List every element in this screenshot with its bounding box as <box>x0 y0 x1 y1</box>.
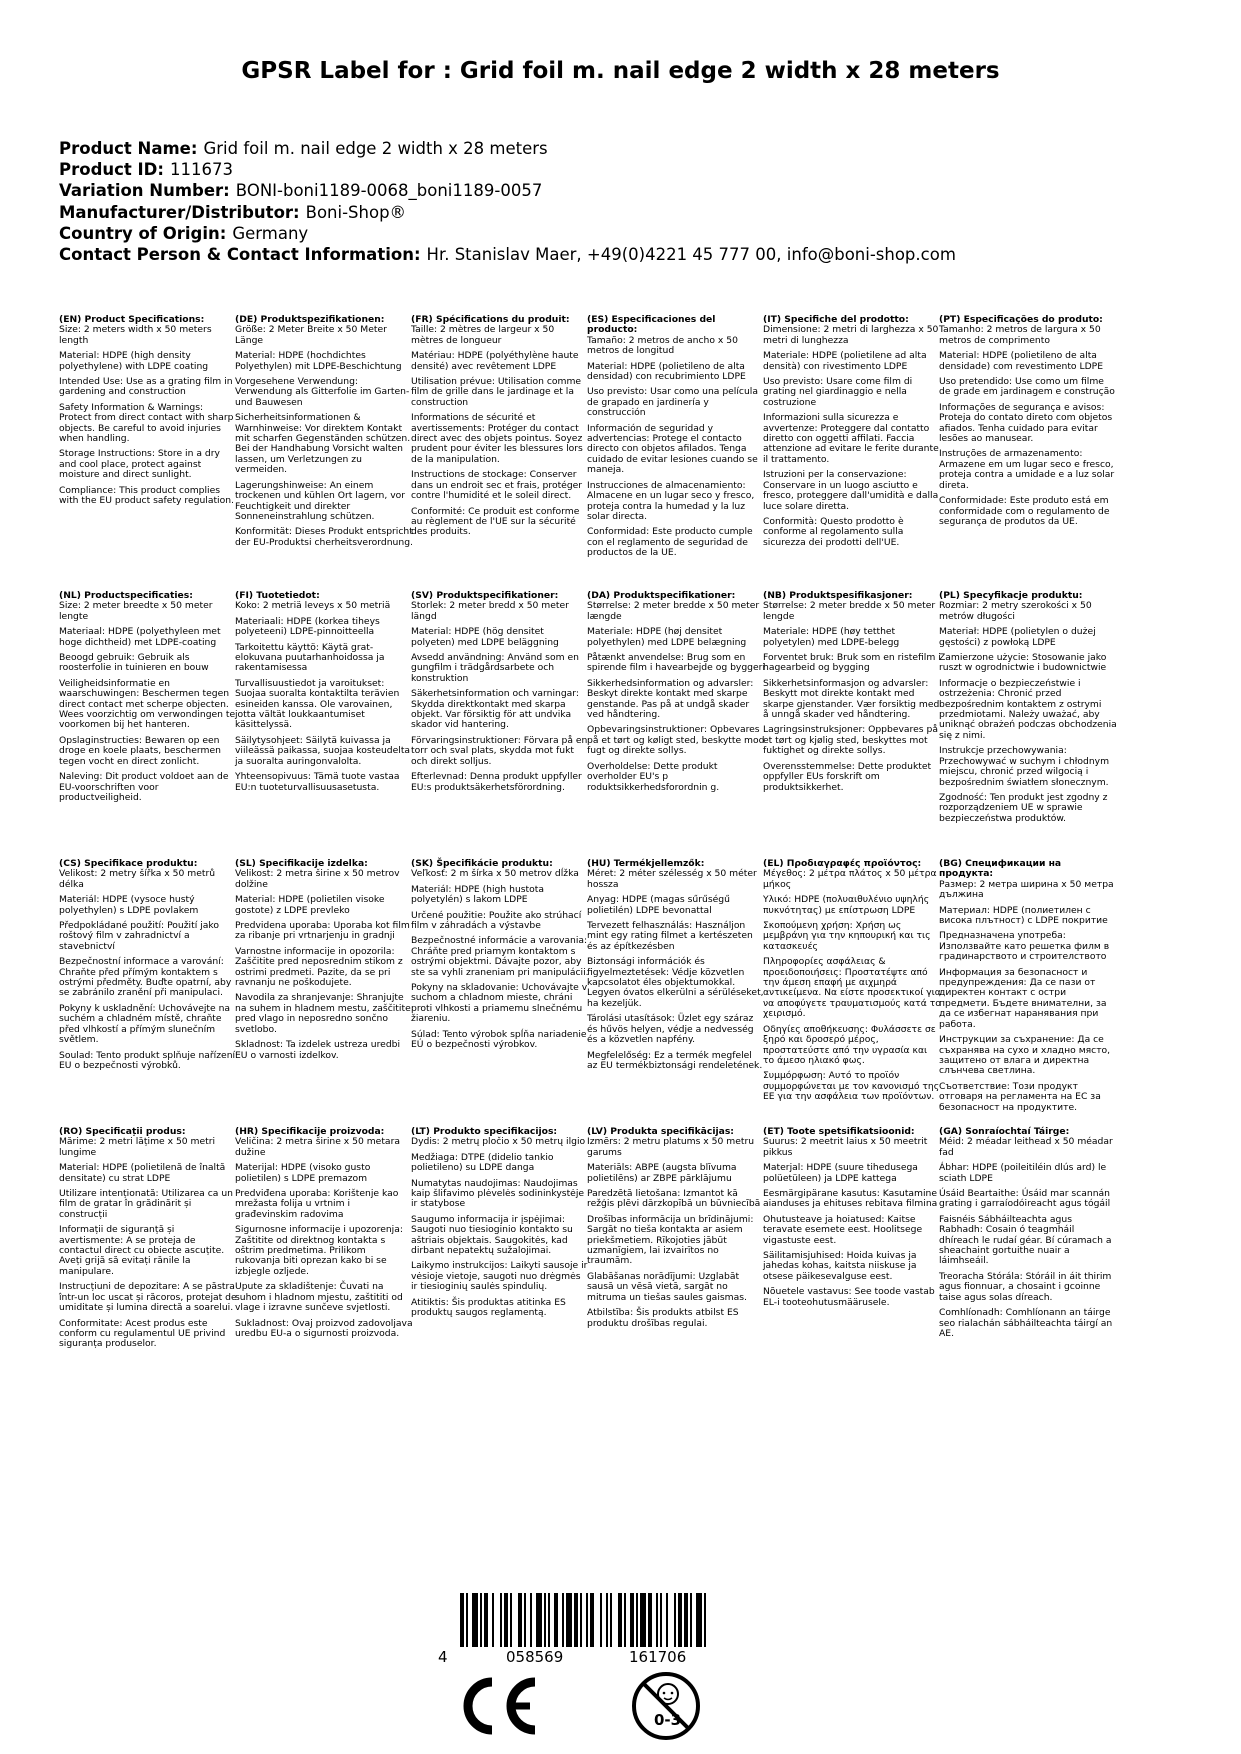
section-paragraph: Størrelse: 2 meter bredde x 50 meter lengde <box>763 600 936 622</box>
section-heading: (DA) Produktspecifikationer: <box>587 590 736 601</box>
section-heading: (RO) Specificații produs: <box>59 1126 186 1137</box>
section-paragraph: Dydis: 2 metrų pločio x 50 metrų ilgio <box>411 1136 586 1148</box>
section-heading: (PT) Especificações do produto: <box>939 314 1103 325</box>
section-paragraph: Zamierzone użycie: Stosowanie jako ruszt w ogrodnictwie i budownictwie <box>939 652 1107 674</box>
section-paragraph: Rozmiar: 2 metry szerokości x 50 metrów długości <box>939 600 1092 622</box>
section-paragraph: Méret: 2 méter szélesség x 50 méter hossza <box>587 868 757 890</box>
section-paragraph: Material: HDPE (hög densitet polyeten) med LDPE beläggning <box>411 626 559 648</box>
section-paragraph: Informações de segurança e avisos: Proteja do contato direto com objetos afiados. Tenha cuidado para evitar lesões ao manusear. <box>939 401 1113 445</box>
section-heading: (EN) Product Specifications: <box>59 314 205 325</box>
section-paragraph: Predvidena uporaba: Uporaba kot film za ribanje pri vrtnarjenju in gradnji <box>235 920 410 942</box>
section-paragraph: Overensstemmelse: Dette produktet oppfyller EUs forskrift om produktsikkerhet. <box>763 760 932 793</box>
language-section <box>411 1127 589 1324</box>
section-paragraph: Upute za skladištenje: Čuvati na suhom i hladnom mjestu, zaštititi od vlage i izravne sunčeve svjetlosti. <box>235 1281 403 1314</box>
section-paragraph: Материал: HDPE (полиетилен с висока плътност) с LDPE покритие <box>939 904 1108 927</box>
section-paragraph: Materjal: HDPE (suure tihedusega polüetüleen) ja LDPE kattega <box>763 1162 918 1184</box>
section-paragraph: Информация за безопасност и предупреждения: Да се пази от директен контакт с остри предмети. Бъдете внимателни, за да се избегнат наранявания при работа. <box>939 966 1107 1030</box>
section-paragraph: Sikkerhetsinformasjon og advarsler: Beskytt mot direkte kontakt med skarpe gjenstander. Vær forsiktig med å unngå skader ved håndtering. <box>763 677 940 721</box>
barcode-bar <box>636 1593 638 1647</box>
barcode-bar <box>580 1593 582 1647</box>
section-paragraph: Navodila za shranjevanje: Shranjujte na suhem in hladnem mestu, zaščitite pred vlago in neposredno sončno svetlobo. <box>235 992 411 1035</box>
section-paragraph: Súlad: Tento výrobok spĺňa nariadenie EÚ o bezpečnosti výrobkov. <box>411 1028 587 1051</box>
section-paragraph: Påtænkt anvendelse: Brug som en spirende film i havearbejde og byggeri <box>587 652 765 674</box>
section-paragraph: Veľkosť: 2 m šírka x 50 metrov dĺžka <box>411 868 579 880</box>
section-paragraph: Materiál: HDPE (high hustota polyetylén) s lakom LDPE <box>411 883 545 906</box>
section-paragraph: Varnostne informacije in opozorila: Zaščitite pred neposrednim stikom z ostrimi predmeti. Pazite, da se pri ravnanju ne poškodujete. <box>235 945 403 989</box>
section-heading: (SV) Produktspecifikationer: <box>411 590 559 601</box>
section-paragraph: Materiale: HDPE (høy tetthet polyetylen) med LDPE-belegg <box>763 626 900 648</box>
section-heading: (NB) Produktspesifikasjoner: <box>763 590 913 601</box>
barcode-bar <box>606 1593 608 1647</box>
section-paragraph: Overholdelse: Dette produkt overholder EU's p roduktsikkerhedsforordnin g. <box>587 760 720 793</box>
section-paragraph: Veiligheidsinformatie en waarschuwingen: Beschermen tegen direct contact met scherpe objecten. Wees voorzichtig om verwondingen te voorkomen bij het hanteren. <box>59 677 236 731</box>
barcode-bar <box>500 1593 502 1647</box>
section-heading: (LV) Produkta specifikācijas: <box>587 1126 734 1137</box>
variation-number-label: Variation Number: <box>59 181 230 201</box>
language-section <box>763 315 941 553</box>
barcode-bar <box>660 1593 662 1647</box>
section-paragraph: Sukladnost: Ovaj proizvod zadovoljava uredbu EU-a o sigurnosti proizvoda. <box>235 1317 413 1339</box>
section-paragraph: Materiale: HDPE (polietilene ad alta densità) con rivestimento LDPE <box>763 350 927 372</box>
age-range-text: 0-3 <box>654 1711 682 1729</box>
section-paragraph: Úsáid Beartaithe: Úsáid mar scannán grating i garraíodóireacht agus tógáil <box>939 1188 1111 1210</box>
section-paragraph: Určené použitie: Použite ako strúhací film v záhradách a výstavbe <box>411 909 582 932</box>
section-paragraph: Zgodność: Ten produkt jest zgodny z rozporządzeniem UE w sprawie bezpieczeństwa produktów. <box>939 791 1108 824</box>
section-paragraph: Инструкции за съхранение: Да се съхранява на сухо и хладно място, защитено от влага и директна слънчева светлина. <box>939 1034 1111 1077</box>
section-heading: (FR) Spécifications du produit: <box>411 314 570 325</box>
language-section <box>411 859 589 1056</box>
language-section <box>587 859 765 1076</box>
country-value: Germany <box>232 223 309 243</box>
section-paragraph: Opslaginstructies: Bewaren op een droge en koele plaats, beschermen tegen vocht en direct zonlicht. <box>59 734 221 767</box>
section-paragraph: Soulad: Tento produkt splňuje nařízení EU o bezpečnosti výrobků. <box>59 1049 236 1071</box>
barcode-bar <box>624 1593 626 1647</box>
section-paragraph: Eesmärgipärane kasutus: Kasutamine aianduses ja ehituses rebitava filmina <box>763 1188 938 1210</box>
section-paragraph: Atitiktis: Šis produktas atitinka ES produktų saugos reglamentą. <box>411 1296 566 1319</box>
section-paragraph: Material: HDPE (hochdichtes Polyethylen) mit LDPE-Beschichtung <box>235 350 402 372</box>
section-paragraph: Lagringsinstruksjoner: Oppbevares på et tørt og kjølig sted, beskyttes mot fuktighet og direkte sollys. <box>763 724 938 757</box>
section-heading: (ET) Toote spetsifikatsioonid: <box>763 1126 915 1137</box>
section-paragraph: Tárolási utasítások: Üzlet egy száraz és hűvös helyen, védje a nedvesség és a közvetlen napfény. <box>587 1013 754 1046</box>
language-section <box>59 591 237 808</box>
barcode-bar <box>696 1593 702 1647</box>
product-info <box>59 138 956 265</box>
section-paragraph: Biztonsági információk és figyelmeztetések: Védje közvetlen kapcsolatot éles objektumokkal. Legyen óvatos elkerülni a sérüléseket, ha kezeljük. <box>587 956 764 1009</box>
section-paragraph: Utilisation prévue: Utilisation comme film de grille dans le jardinage et la construction <box>411 376 582 408</box>
section-paragraph: Instruções de armazenamento: Armazene em um lugar seco e fresco, proteja contra a umidade e a luz solar direta. <box>939 448 1115 491</box>
barcode <box>438 1593 720 1671</box>
section-paragraph: Material: HDPE (high density polyethylene) with LDPE coating <box>59 350 209 372</box>
section-paragraph: Material: HDPE (polietilenă de înaltă densitate) cu strat LDPE <box>59 1162 226 1184</box>
barcode-bar <box>586 1593 588 1647</box>
barcode-bar <box>492 1593 494 1647</box>
language-section <box>763 1127 941 1313</box>
section-heading: (IT) Specifiche del prodotto: <box>763 314 909 325</box>
section-paragraph: Uso previsto: Usar como una película de grapado en jardinería y construcción <box>587 386 758 419</box>
barcode-bar <box>530 1593 532 1647</box>
section-paragraph: Conformidade: Este produto está em conformidade com o regulamento de segurança de produtos da UE. <box>939 495 1110 527</box>
section-paragraph: Avsedd användning: Använd som en gungfilm i trädgårdsarbete och konstruktion <box>411 652 579 684</box>
section-heading: (GA) Sonraíochtaí Táirge: <box>939 1126 1070 1137</box>
language-section <box>587 1127 765 1334</box>
section-paragraph: Размер: 2 метра ширина x 50 метра дължина <box>939 878 1114 901</box>
section-paragraph: Conformidad: Este producto cumple con el reglamento de seguridad de productos de la UE. <box>587 526 753 559</box>
section-paragraph: Uso pretendido: Use como um filme de grade em jardinagem e construção <box>939 376 1115 398</box>
barcode-bar <box>648 1593 652 1647</box>
section-paragraph: Informații de siguranță și avertismente: A se proteja de contactul direct cu obiecte ascuțite. Aveți grijă să evitați rănile la manipulare. <box>59 1224 225 1277</box>
barcode-digits-right: 161706 <box>629 1648 687 1666</box>
product-name-label: Product Name: <box>59 139 198 158</box>
language-section <box>411 315 589 543</box>
section-paragraph: Skladnost: Ta izdelek ustreza uredbi EU o varnosti izdelkov. <box>235 1039 401 1061</box>
barcode-bar <box>510 1593 512 1647</box>
section-heading: (HR) Specifikacije proizvoda: <box>235 1126 385 1137</box>
section-heading: (FI) Tuotetiedot: <box>235 590 320 601</box>
barcode-bar <box>640 1593 646 1647</box>
section-paragraph: Veličina: 2 metra širine x 50 metara dužine <box>235 1136 400 1158</box>
barcode-bar <box>618 1593 622 1647</box>
section-paragraph: Instrukcje przechowywania: Przechowywać w suchym i chłodnym miejscu, chronić przed wilgocią i bezpośrednim światłem słonecznym. <box>939 745 1110 788</box>
barcode-bar <box>554 1593 558 1647</box>
barcode-bar <box>484 1593 488 1647</box>
ce-mark-icon <box>456 1677 538 1739</box>
section-paragraph: Suurus: 2 meetrit laius x 50 meetrit pikkus <box>763 1136 928 1158</box>
language-section <box>59 1127 237 1355</box>
section-paragraph: Storage Instructions: Store in a dry and cool place, protect against moisture and direct sunlight. <box>59 448 220 481</box>
section-paragraph: Drošības informācija un brīdinājumi: Sargāt no tieša kontakta ar asiem priekšmetiem. Rīkojoties jābūt uzmanīgiem, lai izvairītos no traumām. <box>587 1213 754 1267</box>
section-paragraph: Safety Information & Warnings: Protect from direct contact with sharp objects. Be careful to avoid injuries when handling. <box>59 401 234 445</box>
section-paragraph: Megfelelőség: Ez a termék megfelel az EU termékbiztonsági rendeletének. <box>587 1049 763 1071</box>
section-paragraph: Materiál: HDPE (vysoce hustý polyethylen) s LDPE povlakem <box>59 894 199 916</box>
barcode-bar <box>600 1593 602 1647</box>
page-title: GPSR Label for : Grid foil m. nail edge 2 width x 28 meters <box>241 58 1000 84</box>
section-paragraph: Yhteensopivuus: Tämä tuote vastaa EU:n tuoteturvallisuusasetusta. <box>235 771 400 793</box>
section-paragraph: Πληροφορίες ασφάλειας & προειδοποιήσεις: Προστατέψτε από την άμεση επαφή με αιχμηρά αντικείμενα. Να είστε προσεκτικοί για να αποφύγετε τραυματισμούς κατά το χειρισμό. <box>763 956 941 1020</box>
section-paragraph: Taille: 2 mètres de largeur x 50 mètres de longueur <box>411 324 555 346</box>
barcode-bar <box>524 1593 526 1647</box>
section-paragraph: Laikymo instrukcijos: Laikyti sausoje ir vėsioje vietoje, saugoti nuo drėgmės ir tiesioginių saulės spindulių. <box>411 1260 588 1293</box>
section-paragraph: Sigurnosne informacije i upozorenja: Zaštitite od direktnog kontakta s oštrim predmetima. Prilikom rukovanja biti oprezan kako bi se izbjegle ozljede. <box>235 1224 403 1277</box>
section-paragraph: Bezpečnostní informace a varování: Chraňte před přímým kontaktem s ostrými předměty. Buďte opatrní, aby se zabránilo zranění při manipulaci. <box>59 956 232 999</box>
barcode-bar <box>674 1593 676 1647</box>
section-paragraph: Beoogd gebruik: Gebruik als roosterfolie in tuinieren en bouw <box>59 652 209 674</box>
barcode-bar <box>518 1593 522 1647</box>
section-paragraph: Anyag: HDPE (magas sűrűségű polietilén) LDPE bevonattal <box>587 894 730 916</box>
section-paragraph: Pokyny k uskladnění: Uchovávejte na suchém a chladném místě, chraňte před vlhkostí a přímým slunečním světlem. <box>59 1002 231 1046</box>
barcode-bar <box>574 1593 578 1647</box>
section-paragraph: Saugumo informacija ir įspėjimai: Saugoti nuo tiesioginio kontakto su aštriais objektais. Saugokitės, kad dirbant nepatektų sužalojimai. <box>411 1213 573 1257</box>
section-heading: (CS) Specifikace produktu: <box>59 858 198 869</box>
section-heading: (HU) Termékjellemzők: <box>587 858 705 869</box>
section-paragraph: Intended Use: Use as a grating film in gardening and construction <box>59 376 233 398</box>
barcode-bar <box>562 1593 564 1647</box>
section-paragraph: Lagerungshinweise: An einem trockenen und kühlen Ort lagern, vor Feuchtigkeit und direkter Sonneneinstrahlung schützen. <box>235 479 406 522</box>
variation-number-row <box>59 180 956 201</box>
barcode-bar <box>548 1593 550 1647</box>
section-paragraph: Informacje o bezpieczeństwie i ostrzeżenia: Chronić przed bezpośrednim kontaktem z ostrymi przedmiotami. Należy uważać, aby uniknąć obrażeń podczas obchodzenia się z nimi. <box>939 677 1117 741</box>
section-paragraph: Sikkerhedsinformation og advarsler: Beskyt direkte kontakt med skarpe genstande. Pas på at undgå skader ved håndtering. <box>587 677 754 721</box>
section-paragraph: Σκοπούμενη χρήση: Χρήση ως μεμβράνη για την κηπουρική και τις κατασκευές <box>763 920 931 952</box>
section-paragraph: Instructions de stockage: Conserver dans un endroit sec et frais, protéger contre l'humidité et le soleil direct. <box>411 469 583 502</box>
section-paragraph: Faisnéis Sábháilteachta agus Rabhadh: Cosain ó teagmháil dhíreach le rudaí géar. Bí cúramach a sheachaint gortuithe nuair a láimhseáil. <box>939 1213 1112 1267</box>
section-paragraph: Treoracha Stórála: Stóráil in áit thirim agus fionnuar, a chosaint i gcoinne taise agus solas díreach. <box>939 1270 1112 1303</box>
section-paragraph: Informazioni sulla sicurezza e avvertenze: Proteggere dal contatto diretto con oggetti affilati. Faccia attenzione ad evitare le ferite durante il trattamento. <box>763 412 939 465</box>
barcode-bar <box>630 1593 634 1647</box>
section-paragraph: Atbilstība: Šis produkts atbilst ES produktu drošības regulai. <box>587 1307 739 1329</box>
section-heading: (SK) Špecifikácie produktu: <box>411 858 553 869</box>
barcode-bar <box>466 1593 468 1647</box>
barcode-bar <box>544 1593 546 1647</box>
section-paragraph: Съответствие: Този продукт отговаря на регламента на ЕС за безопасност на продуктите. <box>939 1080 1101 1113</box>
section-paragraph: Predviđena uporaba: Korištenje kao mrežasta folija u vrtnim i građevinskim radovima <box>235 1188 399 1220</box>
section-paragraph: Paredzētā lietošana: Izmantot kā režģis plēvi dārzkopībā un būvniecībā <box>587 1188 761 1210</box>
language-section <box>235 591 413 798</box>
section-heading: (EL) Προδιαγραφές προϊόντος: <box>763 858 922 869</box>
section-paragraph: Méid: 2 méadar leithead x 50 méadar fad <box>939 1136 1113 1158</box>
section-paragraph: Konformität: Dieses Produkt entspricht der EU-Produktsi cherheitsverordnung. <box>235 526 413 548</box>
language-section <box>939 1127 1117 1344</box>
section-paragraph: Nõuetele vastavus: See toode vastab EL-i tooteohutusmäärusele. <box>763 1286 935 1308</box>
section-paragraph: Numatytas naudojimas: Naudojimas kaip šlifavimo plėvelės sodininkystėje ir statybose <box>411 1177 585 1210</box>
barcode-bar <box>460 1593 464 1647</box>
section-paragraph: Matériau: HDPE (polyéthylène haute densité) avec revêtement LDPE <box>411 350 579 372</box>
language-section <box>587 591 765 798</box>
product-id-label: Product ID: <box>59 160 164 180</box>
barcode-bar <box>472 1593 478 1647</box>
section-paragraph: Efterlevnad: Denna produkt uppfyller EU:s produktsäkerhetsförordning. <box>411 771 582 793</box>
section-paragraph: Tamaño: 2 metros de ancho x 50 metros de longitud <box>587 334 738 357</box>
section-paragraph: Säkerhetsinformation och varningar: Skydda direktkontakt med skarpa objekt. Var försiktig för att undvika skador vid hantering. <box>411 688 580 731</box>
section-paragraph: Οδηγίες αποθήκευσης: Φυλάσσετε σε ξηρό και δροσερό μέρος, προστατεύστε από την υγρασία και το άμεσο ηλιακό φως. <box>763 1023 936 1066</box>
section-heading: (LT) Produkto specifikacijos: <box>411 1126 558 1137</box>
manufacturer-row <box>59 202 956 223</box>
contact-value: Hr. Stanislav Maer, +49(0)4221 45 777 00, info@boni-shop.com <box>426 245 956 265</box>
section-paragraph: Materiał: HDPE (polietylen o dużej gęstości) z powłoką LDPE <box>939 626 1096 648</box>
section-paragraph: Instrucțiuni de depozitare: A se păstra într-un loc uscat și răcoros, protejat de umiditate și lumina directă a soarelui. <box>59 1281 237 1314</box>
language-section <box>235 315 413 553</box>
section-paragraph: Storlek: 2 meter bredd x 50 meter längd <box>411 600 569 622</box>
section-heading: (ES) Especificaciones del producto: <box>587 314 716 336</box>
barcode-bar <box>504 1593 508 1647</box>
manufacturer-label: Manufacturer/Distributor: <box>59 202 300 222</box>
product-name-row <box>59 138 956 159</box>
section-paragraph: Conformità: Questo prodotto è conforme al regolamento sulla sicurezza dei prodotti dell'UE. <box>763 515 904 548</box>
country-label: Country of Origin: <box>59 223 227 243</box>
barcode-digits-left: 058569 <box>506 1648 564 1666</box>
section-paragraph: Предназначена употреба: Използвайте като решетка филм в градинарството и строителството <box>939 930 1110 963</box>
barcode-bar <box>536 1593 542 1647</box>
language-section <box>939 591 1117 829</box>
section-paragraph: Velikost: 2 metry šířka x 50 metrů délka <box>59 868 216 890</box>
section-heading: (BG) Спецификации на продукта: <box>939 858 1062 880</box>
section-paragraph: Materiaal: HDPE (polyethyleen met hoge dichtheid) met LDPE-coating <box>59 626 221 648</box>
product-id-row <box>59 159 956 180</box>
section-paragraph: Sicherheitsinformationen & Warnhinweise: Vor direktem Kontakt mit scharfen Gegenständen schützen. Bei der Handhabung Vorsicht walten lassen, um Verletzungen zu vermeiden. <box>235 412 411 476</box>
section-paragraph: Bezpečnostné informácie a varovania: Chráňte pred priamym kontaktom s ostrými objektmi. Dávajte pozor, aby ste sa vyhli zraneniam pri manipulácii. <box>411 935 589 978</box>
section-paragraph: Μέγεθος: 2 μέτρα πλάτος x 50 μέτρα μήκος <box>763 868 937 890</box>
section-paragraph: Størrelse: 2 meter bredde x 50 meter længde <box>587 600 760 622</box>
manufacturer-value: Boni-Shop® <box>305 202 407 222</box>
language-section <box>235 859 413 1066</box>
section-paragraph: Material: HDPE (polietilen visoke gostote) z LDPE prevleko <box>235 894 385 916</box>
section-paragraph: Forventet bruk: Bruk som en ristefilm i hagearbeid og bygging <box>763 652 941 674</box>
barcode-bar <box>480 1593 482 1647</box>
section-paragraph: Ábhar: HDPE (poileitiléin dlús ard) le sciath LDPE <box>939 1162 1107 1184</box>
language-section <box>411 591 589 798</box>
section-heading: (NL) Productspecificaties: <box>59 590 193 601</box>
section-paragraph: Materijal: HDPE (visoko gusto polietilen) s LDPE premazom <box>235 1162 371 1184</box>
barcode-digit-lead: 4 <box>438 1648 448 1666</box>
language-section <box>939 315 1117 532</box>
language-section <box>235 1127 413 1344</box>
contact-label: Contact Person & Contact Information: <box>59 245 421 265</box>
section-paragraph: Tarkoitettu käyttö: Käytä grat-elokuvana puutarhanhoidossa ja rakentamisessa <box>235 641 385 674</box>
section-paragraph: Compliance: This product complies with the EU product safety regulation. <box>59 484 234 507</box>
variation-number-value: BONI-boni1189-0068_boni1189-0057 <box>235 181 543 201</box>
section-paragraph: Předpokládané použití: Použití jako roštový film v zahradnictví a stavebnictví <box>59 920 219 952</box>
barcode-bar <box>656 1593 658 1647</box>
section-paragraph: Opbevaringsinstruktioner: Opbevares på et tørt og køligt sted, beskytte mod fugt og direkte sollys. <box>587 724 765 757</box>
not-for-children-0-3-icon <box>630 1670 702 1746</box>
section-paragraph: Size: 2 meter breedte x 50 meter lengte <box>59 600 213 622</box>
section-paragraph: Pokyny na skladovanie: Uchovávajte v suchom a chladnom mieste, chráni proti vlhkosti a priamemu slnečnému žiareniu. <box>411 982 588 1025</box>
section-paragraph: Comhlíonadh: Comhlíonann an táirge seo rialachán sábháilteachta táirgí an AE. <box>939 1307 1113 1339</box>
product-id-value: 111673 <box>169 160 233 180</box>
language-section <box>59 859 237 1076</box>
barcode-bar <box>566 1593 572 1647</box>
section-paragraph: Información de seguridad y advertencias: Protege el contacto directo con objetos afilados. Tenga cuidado de evitar lesiones cuando se maneja. <box>587 422 758 476</box>
section-paragraph: Conformitate: Acest produs este conform cu regulamentul UE privind siguranța produselor. <box>59 1317 226 1350</box>
section-heading: (SL) Specifikacije izdelka: <box>235 858 368 869</box>
section-paragraph: Utilizare intenționată: Utilizarea ca un film de gratar în grădinărit și construcții <box>59 1188 233 1220</box>
section-paragraph: Vorgesehene Verwendung: Verwendung als Gitterfolie im Garten- und Bauwesen <box>235 376 410 408</box>
section-paragraph: Tervezett felhasználás: Használjon mint egy rating filmet a kertészeten és az építkezésben <box>587 920 753 952</box>
section-paragraph: Velikost: 2 metra širine x 50 metrov dolžine <box>235 868 400 890</box>
section-paragraph: Koko: 2 metriä leveys x 50 metriä <box>235 600 391 612</box>
section-paragraph: Glabāšanas norādījumi: Uzglabāt sausā un vēsā vietā, sargāt no mitruma un tiešas saules gaismas. <box>587 1270 747 1303</box>
language-section <box>587 315 765 564</box>
section-paragraph: Size: 2 meters width x 50 meters length <box>59 324 212 346</box>
language-section <box>763 591 941 798</box>
barcode-bar <box>678 1593 682 1647</box>
section-heading: (DE) Produktspezifikationen: <box>235 314 385 325</box>
language-section <box>763 859 941 1108</box>
section-paragraph: Istruzioni per la conservazione: Conservare in un luogo asciutto e fresco, proteggere dall'umidità e dalla luce solare diretta. <box>763 469 939 512</box>
section-paragraph: Größe: 2 Meter Breite x 50 Meter Länge <box>235 324 387 346</box>
section-paragraph: Tamanho: 2 metros de largura x 50 metros de comprimento <box>939 324 1101 346</box>
section-paragraph: Informations de sécurité et avertissements: Protéger du contact direct avec des objets pointus. Soyez prudent pour éviter les blessures lors de la manipulation. <box>411 412 583 465</box>
section-paragraph: Uso previsto: Usare come film di grating nel giardinaggio e nella costruzione <box>763 376 913 408</box>
contact-row <box>59 244 956 265</box>
product-name-value: Grid foil m. nail edge 2 width x 28 meters <box>203 139 548 158</box>
section-paragraph: Säilytysohjeet: Säilytä kuivassa ja viileässä paikassa, suojaa kosteudelta ja suoralta auringonvalolta. <box>235 734 411 767</box>
barcode-bar <box>684 1593 688 1647</box>
section-paragraph: Izmērs: 2 metru platums x 50 metru garums <box>587 1136 755 1158</box>
section-paragraph: Συμμόρφωση: Αυτό το προϊόν συμμορφώνεται με τον κανονισμό της ΕΕ για την ασφάλεια των προϊόντων. <box>763 1070 940 1103</box>
section-paragraph: Materiaali: HDPE (korkea tiheys polyeteeni) LDPE-pinnoitteella <box>235 615 380 638</box>
barcode-bar <box>666 1593 668 1647</box>
barcode-bar <box>704 1593 706 1647</box>
barcode-bar <box>610 1593 612 1647</box>
section-heading: (PL) Specyfikacje produktu: <box>939 590 1083 601</box>
section-paragraph: Dimensione: 2 metri di larghezza x 50 metri di lunghezza <box>763 324 939 346</box>
section-paragraph: Turvallisuustiedot ja varoitukset: Suojaa suoralta kontaktilta terävien esineiden kanssa. Ole varovainen, jotta vältät loukkaantumiset käsittelyssä. <box>235 677 400 731</box>
barcode-bar <box>590 1593 594 1647</box>
section-paragraph: Mărime: 2 metri lățime x 50 metri lungime <box>59 1136 216 1158</box>
section-paragraph: Säilitamisjuhised: Hoida kuivas ja jahedas kohas, kaitsta niiskuse ja otsese päikesevalguse eest. <box>763 1250 917 1282</box>
section-paragraph: Material: HDPE (polietileno de alta densidade) com revestimento LDPE <box>939 350 1104 372</box>
country-row <box>59 223 956 244</box>
section-paragraph: Material: HDPE (polietileno de alta densidad) con recubrimiento LDPE <box>587 360 746 383</box>
language-section <box>59 315 237 512</box>
section-paragraph: Materiale: HDPE (høj densitet polyethylen) med LDPE belægning <box>587 626 747 648</box>
section-paragraph: Υλικό: HDPE (πολυαιθυλένιο υψηλής πυκνότητας) με επίστρωση LDPE <box>763 894 930 916</box>
barcode-bars-icon <box>438 1593 720 1647</box>
section-paragraph: Naleving: Dit product voldoet aan de EU-voorschriften voor productveiligheid. <box>59 771 229 803</box>
section-paragraph: Förvaringsinstruktioner: Förvara på en torr och sval plats, skydda mot fukt och direkt solljus. <box>411 734 588 767</box>
language-section <box>939 859 1117 1118</box>
section-paragraph: Materiāls: ABPE (augsta blīvuma polietilēns) ar ZBPE pārklājumu <box>587 1162 737 1184</box>
section-paragraph: Conformité: Ce produit est conforme au règlement de l'UE sur la sécurité des produits. <box>411 505 580 538</box>
barcode-bar <box>690 1593 692 1647</box>
section-paragraph: Ohutusteave ja hoiatused: Kaitse teravate esemete eest. Hoolitsege vigastuste eest. <box>763 1213 923 1246</box>
section-paragraph: Instrucciones de almacenamiento: Almacene en un lugar seco y fresco, proteja contra la humedad y la luz solar directa. <box>587 479 755 522</box>
section-paragraph: Medžiaga: DTPE (didelio tankio polietileno) su LDPE danga <box>411 1151 554 1174</box>
